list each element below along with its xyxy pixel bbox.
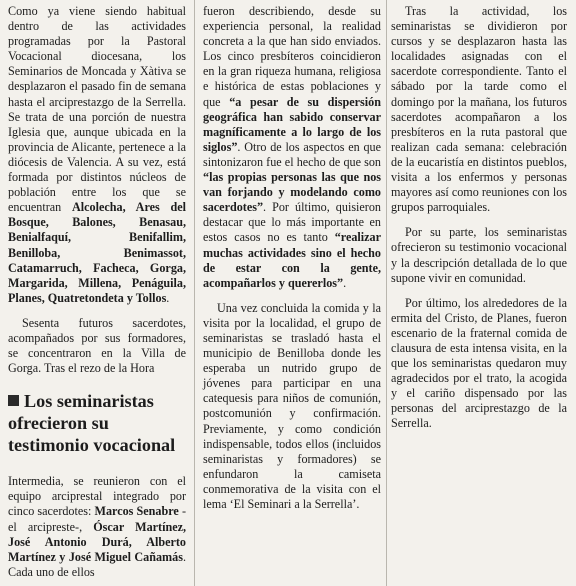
paragraph: Tras la actividad, los seminaristas se dividieron por cursos y se desplazaron hasta las localidades asignadas con el sacerdote correspondiente. Tanto el sábado por la tarde como el domingo por la mañana, los futuros sacerdotes acompañaron a los presbíteros en la ruta pastoral que realizan cada semana: celebración de la eucaristía en distintos pueblos, visita a los enfermos y personas mayores así como reuniones con los grupos parroquiales. — [391, 4, 567, 215]
text-run: . Cada uno de ellos — [8, 549, 186, 579]
bold-text: Óscar Martínez, José Antonio Durá, Alberto Martínez y José Miguel Cañamás — [8, 519, 187, 564]
text-run: -el arcipreste-, — [8, 504, 186, 534]
bold-text: “las propias personas las que nos van forjando y modelando como sacerdotes” — [203, 170, 381, 215]
paragraph — [8, 474, 186, 580]
text-run: . — [166, 290, 170, 305]
article-column-1 — [8, 4, 186, 580]
subheadline — [8, 390, 186, 456]
bold-text: “a pesar de su dispersión geográfica han sabido conservar magníficamente a lo largo de los siglos” — [203, 94, 381, 154]
text-run: fueron describiendo, desde su experiencia personal, la realidad concreta a la que han sido enviados. Los cinco presbíteros coincidieron en la gran riqueza humana, religiosa e histórica de estas poblaciones y que — [203, 4, 381, 109]
paragraph: Una vez concluida la comida y la visita por la localidad, el grupo de seminaristas se trasladó hasta el municipio de Benilloba donde les esperaba un nutrido grupo de jóvenes para participar en una catequesis para niños de comunión, postcomunión y confirmación. Previamente, y como condición indispensable, todos ellos (incluidos seminaristas y formadores) se enfundaron la camiseta conmemorativa de la visita con el lema ‘El Seminari a la Serrella’. — [203, 300, 381, 511]
subheadline-text: Los seminaristas ofrecieron su testimonio vocacional — [8, 391, 176, 456]
article-column-2 — [203, 4, 381, 512]
paragraph — [8, 4, 186, 306]
text-run: Como ya viene siendo habitual dentro de las actividades programadas por la Pastoral Vocacional diocesana, los Seminarios de Moncada y Xàtiva se desplazaron el pasado fin de semana hasta el arciprestazgo de la Serrella. Se trata de una porción de nuestra Iglesia que, aunque ubicada en la provincia de Alicante, pertenece a la diócesis de Valencia. A su vez, está formada por distintos núcleos de población entre los que se encuentran — [8, 4, 186, 215]
text-run: . — [343, 275, 347, 290]
bold-text: “realizar muchas actividades sino el hecho de estar con la gente, acompañarlos y quererlos” — [203, 230, 381, 290]
text-run: . Por último, quisieron destacar que lo más importante en estos casos no es tanto — [203, 200, 381, 245]
column-rule — [194, 0, 195, 586]
text-run: . Otro de los aspectos en que sintonizaron fue el hecho de que son — [203, 139, 381, 169]
text-run: Intermedia, se reunieron con el equipo arciprestal integrado por cinco sacerdotes: — [8, 474, 186, 519]
bold-text: Marcos Senabre — [94, 504, 179, 519]
column-rule — [386, 0, 387, 586]
paragraph: Por su parte, los seminaristas ofrecieron su testimonio vocacional y la descripción detallada de lo que supone vivir en comunidad. — [391, 225, 567, 285]
article-column-3 — [391, 4, 567, 432]
paragraph — [203, 4, 381, 291]
paragraph: Sesenta futuros sacerdotes, acompañados por sus formadores, se concentraron en la Villa de Gorga. Tras el rezo de la Hora — [8, 315, 186, 376]
bold-text: Alcolecha, Ares del Bosque, Balones, Benasau, Benialfaquí, Benifallim, Benilloba, Benimassot, Catamarruch, Facheca, Gorga, Margarida, Millena, Penáguila, Planes, Quatretondeta y Tollos — [8, 200, 186, 305]
paragraph: Por último, los alrededores de la ermita del Cristo, de Planes, fueron escenario de la fraternal comida de clausura de esta intensa visita, en la que los seminaristas quedaron muy agradecidos por el trato, la acogida y el cariño dispensado por las personas del arciprestazgo de la Serrella. — [391, 295, 567, 431]
square-bullet-icon — [8, 395, 19, 406]
